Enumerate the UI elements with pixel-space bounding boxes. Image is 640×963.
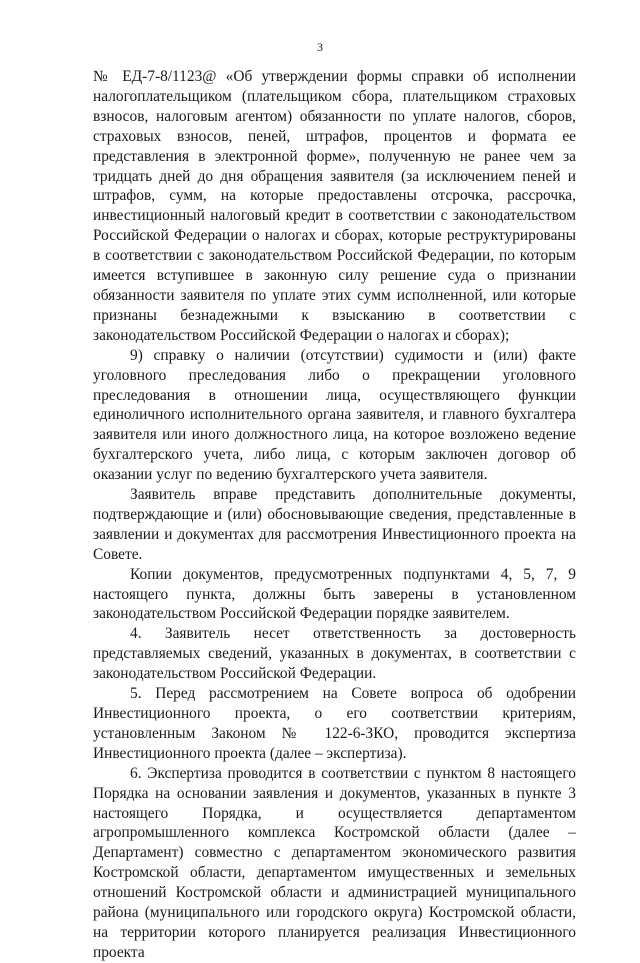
paragraph-clause-6-expertise-procedure: 6. Экспертиза проводится в соответствии с пунктом 8 настоящего Порядка на основании заявления и документов, указанных в пункте 3 настоящего Порядка, и осуществляется департаментом агропромышленного комплекса Костромской области (далее – Департамент) совместно с департаментом экономического развития Костромской области, департаментом имущественных и земельных отношений Костромской области и администрацией муниципального района (муниципального или городского округа) Костромской области, на территории которого планируется реализация Инвестиционного проекта [93,764,576,961]
paragraph-clause-4-responsibility: 4. Заявитель несет ответственность за достоверность представляемых сведений, указанных в документах, в соответствии с законодательством Российской Федерации. [93,625,576,683]
document-body [93,67,576,963]
paragraph-clause-5-expertise: 5. Перед рассмотрением на Совете вопроса об одобрении Инвестиционного проекта, о его соответствии критериям, установленным Законом № 122-6-ЗКО, проводится экспертиза Инвестиционного проекта (далее – экспертиза). [93,685,576,762]
paragraph-additional-documents: Заявитель вправе представить дополнительные документы, подтверждающие и (или) обосновывающие сведения, представленные в заявлении и документах для рассмотрения Инвестиционного проекта на Совете. [93,486,576,563]
paragraph-continuation-tax-certificate: № ЕД-7-8/1123@ «Об утверждении формы справки об исполнении налогоплательщиком (плательщиком сбора, плательщиком страховых взносов, налоговым агентом) обязанности по уплате налогов, сборов, страховых взносов, пеней, штрафов, процентов и формата ее представления в электронной форме», полученную не ранее чем за тридцать дней до дня обращения заявителя (за исключением пеней и штрафов, сумм, на которые предоставлены отсрочка, рассрочка, инвестиционный налоговый кредит в соответствии с законодательством Российской Федерации о налогах и сборах, которые реструктурированы в соответствии с законодательством Российской Федерации, по которым имеется вступившее в законную силу решение суда о признании обязанности заявителя по уплате этих сумм исполненной, или которые признаны безнадежными к взысканию в соответствии с законодательством Российской Федерации о налогах и сборах); [93,68,576,344]
page-number: 3 [317,40,323,54]
paragraph-item-9-criminal-record: 9) справку о наличии (отсутствии) судимости и (или) факте уголовного преследования либо о прекращении уголовного преследования в отношении лица, осуществляющего функции единоличного исполнительного органа заявителя, и главного бухгалтера заявителя или иного должностного лица, на которое возложено ведение бухгалтерского учета, либо лица, с которым заключен договор об оказании услуг по ведению бухгалтерского учета заявителя. [93,346,576,484]
paragraph-document-copies: Копии документов, предусмотренных подпунктами 4, 5, 7, 9 настоящего пункта, должны быть заверены в установленном законодательством Российской Федерации порядке заявителем. [93,565,576,623]
